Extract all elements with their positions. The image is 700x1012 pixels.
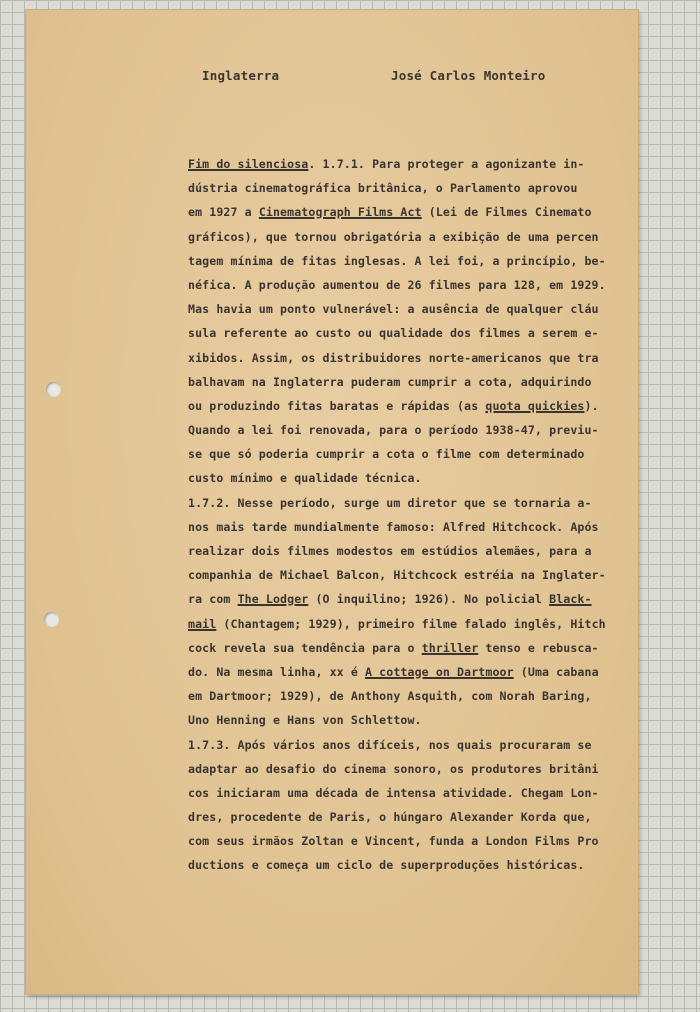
text-segment: nos mais tarde mundialmente famoso: Alfred Hitchcock. Após: [188, 519, 599, 534]
text-segment: do. Na mesma linha, xx é: [188, 664, 366, 679]
text-line: [188, 394, 648, 418]
text-segment: ductions e começa um ciclo de superproduções históricas.: [188, 858, 585, 873]
text-line: [188, 853, 648, 877]
text-segment: em Dartmoor; 1929), de Anthony Asquith, com Norah Baring,: [188, 689, 592, 704]
text-line: [188, 418, 648, 442]
underlined-title: Cinematograph Films Act: [258, 205, 422, 220]
underlined-title: Black-: [549, 592, 592, 607]
text-line: [188, 757, 648, 781]
text-segment: (Lei de Filmes Cinemato: [421, 205, 592, 220]
text-segment: 1.7.3. Após vários anos difíceis, nos quais procuraram se: [188, 737, 592, 752]
text-line: [188, 515, 648, 539]
text-line: [188, 346, 648, 370]
text-segment: se que só poderia cumprir a cota o filme com determinado: [188, 447, 585, 462]
text-segment: ou produzindo fitas baratas e rápidas (as: [188, 398, 486, 413]
text-segment: sula referente ao custo ou qualidade dos filmes a serem e-: [188, 326, 599, 341]
underlined-title: mail: [188, 616, 217, 631]
text-line: [188, 781, 648, 805]
text-segment: companhia de Michael Balcon, Hitchcock estréia na Inglater-: [188, 568, 606, 583]
text-segment: com seus irmãos Zoltan e Vincent, funda a London Films Pro: [188, 834, 599, 849]
text-line: [188, 225, 648, 249]
text-line: [188, 176, 648, 200]
header-author: José Carlos Monteiro: [391, 68, 546, 83]
text-line: [188, 708, 648, 732]
text-segment: cock revela sua tendência para o: [188, 640, 422, 655]
punch-hole-upper: [46, 382, 61, 397]
text-segment: tagem mínima de fitas inglesas. A lei foi, a princípio, be-: [188, 253, 606, 268]
text-segment: xibidos. Assim, os distribuidores norte-americanos que tra: [188, 350, 599, 365]
text-line: [188, 829, 648, 853]
text-line: [188, 805, 648, 829]
punch-hole-lower: [44, 612, 59, 627]
text-segment: néfica. A produção aumentou de 26 filmes para 128, em 1929.: [188, 277, 606, 292]
underlined-title: The Lodger: [237, 592, 309, 607]
text-segment: (Chantagem; 1929), primeiro filme falado inglês, Hitch: [216, 616, 606, 631]
text-segment: Uno Henning e Hans von Schlettow.: [188, 713, 422, 728]
text-line: [188, 466, 648, 490]
header-country: Inglaterra: [202, 68, 280, 83]
text-segment: (Uma cabana: [513, 664, 599, 679]
text-segment: dústria cinematográfica britânica, o Parlamento aprovou: [188, 181, 578, 196]
text-line: [188, 733, 648, 757]
text-segment: adaptar ao desafio do cinema sonoro, os produtores britâni: [188, 761, 599, 776]
text-segment: ).: [584, 398, 599, 413]
underlined-title: Fim do silenciosa: [188, 157, 309, 171]
text-segment: dres, procedente de Paris, o húngaro Alexander Korda que,: [188, 810, 592, 825]
underlined-title: thriller: [421, 640, 479, 655]
text-segment: custo mínimo e qualidade técnica.: [188, 471, 422, 486]
text-line: [188, 442, 648, 466]
text-segment: balhavam na Inglaterra puderam cumprir a cota, adquirindo: [188, 374, 592, 389]
text-line: [188, 612, 648, 636]
text-segment: 1.7.2. Nesse período, surge um diretor que se tornaria a-: [188, 495, 592, 510]
text-line: [188, 684, 648, 708]
text-segment: tenso e rebusca-: [478, 640, 599, 655]
typed-body-text: [188, 152, 648, 878]
text-line: [188, 370, 648, 394]
typed-page: [26, 10, 638, 994]
text-line: [188, 660, 648, 684]
text-segment: . 1.7.1. Para proteger a agonizante in-: [308, 157, 585, 171]
underlined-title: A cottage on Dartmoor: [365, 664, 514, 679]
text-line: [188, 152, 648, 176]
text-line: [188, 491, 648, 515]
text-segment: gráficos), que tornou obrigatória a exibição de uma percen: [188, 229, 599, 244]
text-line: [188, 587, 648, 611]
text-segment: Quando a lei foi renovada, para o período 1938-47, previu-: [188, 423, 599, 438]
text-line: [188, 297, 648, 321]
text-line: [188, 539, 648, 563]
text-segment: em 1927 a: [188, 205, 259, 220]
text-segment: ra com: [188, 592, 238, 607]
text-line: [188, 273, 648, 297]
text-segment: cos iniciaram uma década de intensa atividade. Chegam Lon-: [188, 785, 599, 800]
text-line: [188, 200, 648, 224]
text-segment: Mas havia um ponto vulnerável: a ausência de qualquer cláu: [188, 302, 599, 317]
text-line: [188, 563, 648, 587]
text-line: [188, 636, 648, 660]
text-segment: realizar dois filmes modestos em estúdios alemães, para a: [188, 544, 592, 558]
underlined-title: quota quickies: [485, 398, 585, 413]
text-line: [188, 321, 648, 345]
text-line: [188, 249, 648, 273]
text-segment: (O inquilino; 1926). No policial: [308, 592, 550, 607]
